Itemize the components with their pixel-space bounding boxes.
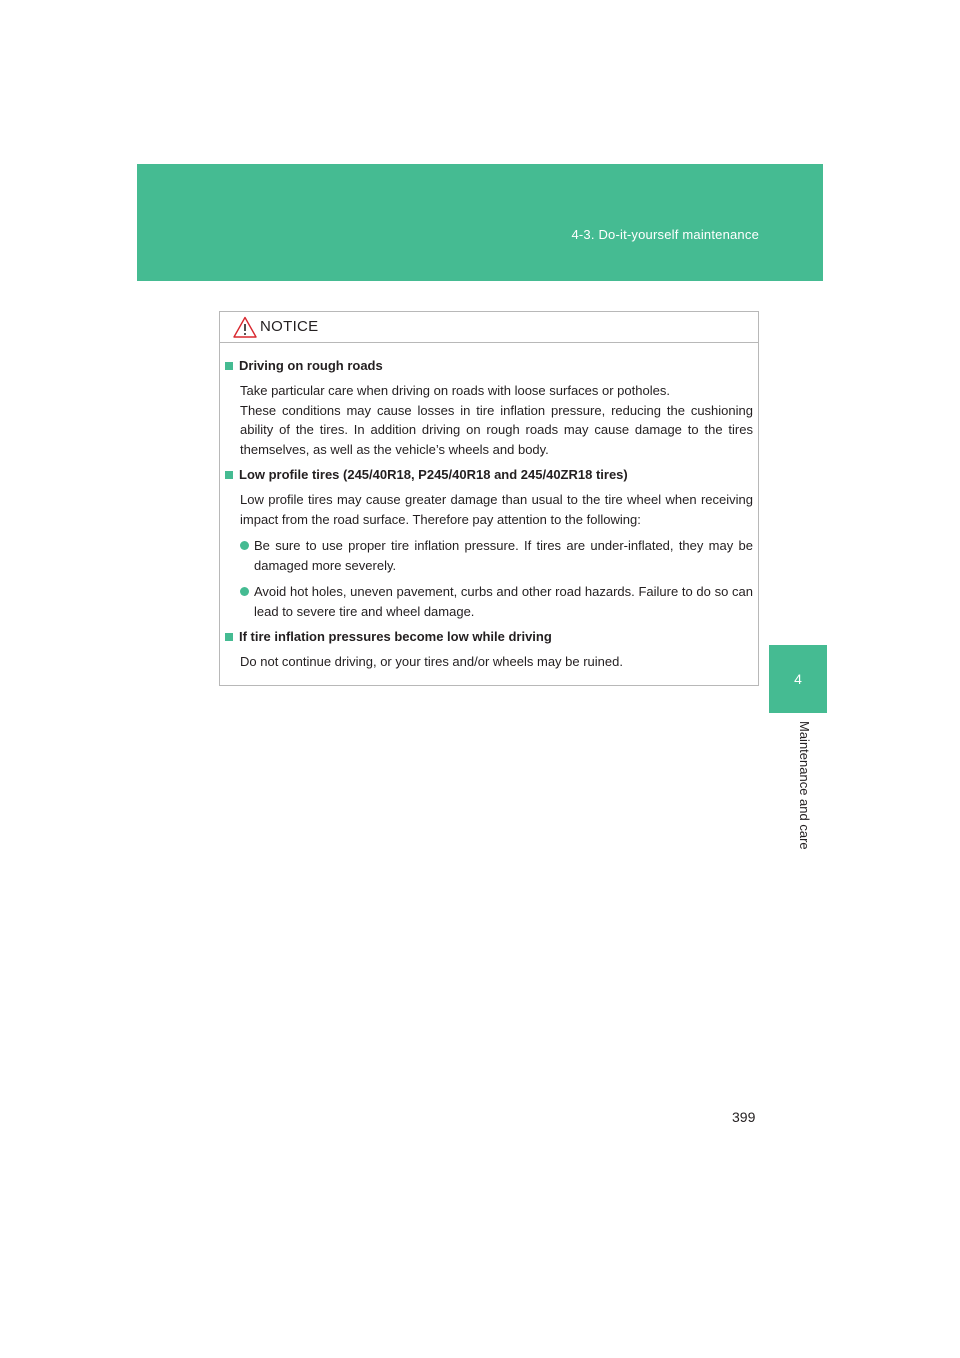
dot-bullet-icon bbox=[240, 587, 249, 596]
header-band bbox=[137, 164, 823, 281]
list-item bbox=[240, 536, 753, 575]
chapter-label: Maintenance and care bbox=[797, 721, 812, 850]
dot-bullet-icon bbox=[240, 541, 249, 550]
notice-title: NOTICE bbox=[260, 318, 319, 335]
notice-body bbox=[220, 343, 758, 672]
section-heading bbox=[222, 628, 753, 646]
paragraph: Do not continue driving, or your tires and/or wheels may be ruined. bbox=[240, 654, 623, 669]
section-heading bbox=[222, 466, 753, 484]
section-title: 4-3. Do-it-yourself maintenance bbox=[571, 227, 759, 242]
section-heading-text: Driving on rough roads bbox=[239, 358, 383, 373]
section-heading-text: If tire inflation pressures become low while driving bbox=[239, 629, 552, 644]
paragraph: Take particular care when driving on roads with loose surfaces or potholes. bbox=[240, 383, 670, 398]
page-number: 399 bbox=[732, 1109, 756, 1125]
notice-header bbox=[220, 312, 758, 343]
notice-box bbox=[219, 311, 759, 686]
list-item bbox=[240, 582, 753, 621]
section-heading-text: Low profile tires (245/40R18, P245/40R18 and 245/40ZR18 tires) bbox=[239, 467, 628, 482]
paragraph: Low profile tires may cause greater damage than usual to the tire wheel when receiving impact from the road surface. Therefore pay attention to the following: bbox=[240, 492, 753, 527]
list-item-text: Avoid hot holes, uneven pavement, curbs and other road hazards. Failure to do so can lead to severe tire and wheel damage. bbox=[254, 584, 753, 619]
list-item-text: Be sure to use proper tire inflation pressure. If tires are under-inflated, they may be damaged more severely. bbox=[254, 538, 753, 573]
square-bullet-icon bbox=[225, 471, 233, 479]
chapter-side-tab bbox=[769, 281, 823, 931]
warning-triangle-icon bbox=[233, 316, 257, 338]
section-heading bbox=[222, 357, 753, 375]
chapter-number-box bbox=[769, 645, 827, 713]
square-bullet-icon bbox=[225, 362, 233, 370]
paragraph: These conditions may cause losses in tire inflation pressure, reducing the cushioning ability of the tires. In addition driving on rough roads may cause damage to the tires themselves, as well as the vehicle’s wheels and body. bbox=[240, 402, 753, 457]
chapter-number: 4 bbox=[794, 671, 802, 687]
square-bullet-icon bbox=[225, 633, 233, 641]
